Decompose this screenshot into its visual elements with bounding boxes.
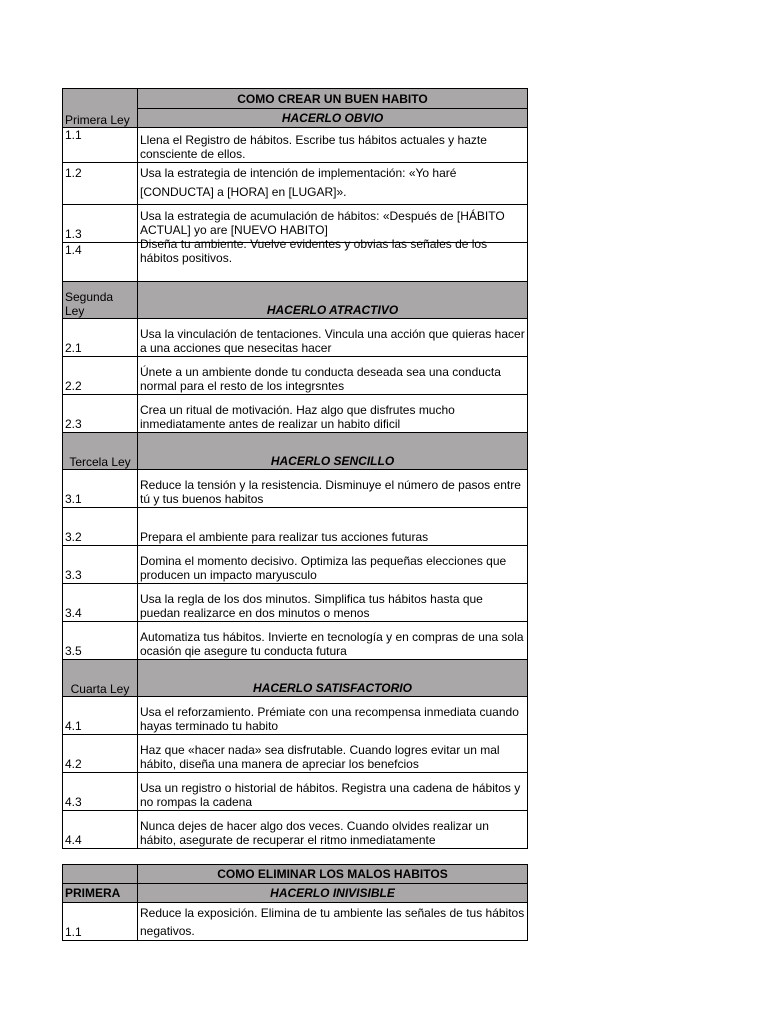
row-text: Automatiza tus hábitos. Invierte en tecnología y en compras de una sola ocasión qie asegure tu conducta futura [138, 622, 528, 660]
table-title: COMO ELIMINAR LOS MALOS HABITOS [138, 865, 528, 884]
row-number: 4.1 [63, 697, 138, 735]
section-header-row [63, 884, 528, 903]
row-text: Crea un ritual de motivación. Haz algo que disfrutes mucho inmediatamente antes de realizar un habito dificil [138, 395, 528, 433]
row-number: 4.3 [63, 773, 138, 811]
row-text: Usa el reforzamiento. Prémiate con una recompensa inmediata cuando hayas terminado tu habito [138, 697, 528, 735]
table-title: COMO CREAR UN BUEN HABITO [138, 90, 527, 109]
row-number: 3.5 [63, 622, 138, 660]
row-number: 2.3 [63, 395, 138, 433]
row-number: 1.3 [63, 205, 138, 243]
row-number: 3.1 [63, 470, 138, 508]
section-heading: HACERLO SENCILLO [138, 433, 528, 470]
good-habits-table [62, 88, 527, 849]
table-row [63, 584, 528, 622]
section-header-row [63, 282, 528, 319]
table-row [63, 811, 528, 849]
row-text: Reduce la tensión y la resistencia. Disminuye el número de pasos entre tú y tus buenos habitos [138, 470, 528, 508]
row-text: Diseña tu ambiente. Vuelve evidentes y obvias las señales de los hábitos positivos. [138, 237, 528, 276]
table-row [63, 357, 528, 395]
row-number: 3.3 [63, 546, 138, 584]
section-heading: HACERLO ATRACTIVO [138, 282, 528, 319]
section-header-row [63, 660, 528, 697]
table-row [63, 395, 528, 433]
section-heading: HACERLO INIVISIBLE [138, 884, 528, 903]
table-header-row [63, 865, 528, 884]
row-number: 1.4 [63, 243, 138, 282]
table-row [63, 735, 528, 773]
row-text: Prepara el ambiente para realizar tus acciones futuras [138, 508, 528, 546]
bad-habits-table [62, 864, 527, 941]
row-number: 1.1 [63, 128, 138, 163]
table-row [63, 470, 528, 508]
law-label: Primera Ley [63, 89, 138, 128]
row-number: 4.2 [63, 735, 138, 773]
table-row [63, 163, 528, 205]
empty-cell [63, 865, 138, 884]
row-number: 3.2 [63, 508, 138, 546]
row-number: 2.1 [63, 319, 138, 357]
row-text: Usa un registro o historial de hábitos. Registra una cadena de hábitos y no rompas la cadena [138, 773, 528, 811]
row-text: Reduce la exposición. Elimina de tu ambiente las señales de tus hábitos negativos. [138, 903, 528, 941]
section-heading: HACERLO OBVIO [281, 111, 384, 125]
row-text: Únete a un ambiente donde tu conducta deseada sea una conducta normal para el resto de los integrsntes [138, 357, 528, 395]
table-row [63, 773, 528, 811]
law-label: Cuarta Ley [63, 660, 138, 697]
table-row [63, 622, 528, 660]
table-row [63, 508, 528, 546]
row-text: Usa la estrategia de intención de implementación: «Yo haré [CONDUCTA] a [HORA] en [LUGAR]». [138, 163, 528, 205]
table-row [63, 243, 528, 282]
row-text: Domina el momento decisivo. Optimiza las pequeñas elecciones que producen un impacto maryusculo [138, 546, 528, 584]
row-number: 2.2 [63, 357, 138, 395]
row-number: 1.1 [63, 903, 138, 941]
table-row [63, 546, 528, 584]
section-header-row [63, 433, 528, 470]
table-row [63, 903, 528, 941]
header-cell [138, 89, 528, 128]
section-heading: HACERLO SATISFACTORIO [138, 660, 528, 697]
row-text: Usa la estrategia de acumulación de hábitos: «Después de [HÁBITO ACTUAL] yo are [NUEVO HABITO] [138, 205, 528, 243]
table-header-row [63, 89, 528, 128]
row-text: Haz que «hacer nada» sea disfrutable. Cuando logres evitar un mal hábito, diseña una manera de apreciar los benefcios [138, 735, 528, 773]
row-text: Usa la regla de los dos minutos. Simplifica tus hábitos hasta que puedan realizarce en dos minutos o menos [138, 584, 528, 622]
row-number: 3.4 [63, 584, 138, 622]
law-label: Segunda Ley [63, 282, 138, 319]
row-number: 1.2 [63, 163, 138, 205]
row-text: Usa la vinculación de tentaciones. Vincula una acción que quieras hacer a una acciones que nesecitas hacer [138, 319, 528, 357]
table-row [63, 697, 528, 735]
law-label: Tercela Ley [63, 433, 138, 470]
row-number: 4.4 [63, 811, 138, 849]
row-text: Llena el Registro de hábitos. Escribe tus hábitos actuales y hazte consciente de ellos. [138, 128, 528, 163]
row-text: Nunca dejes de hacer algo dos veces. Cuando olvides realizar un hábito, asegurate de recuperar el ritmo inmediatamente [138, 811, 528, 849]
law-label: PRIMERA [63, 884, 138, 903]
table-row [63, 319, 528, 357]
table-row [63, 128, 528, 163]
